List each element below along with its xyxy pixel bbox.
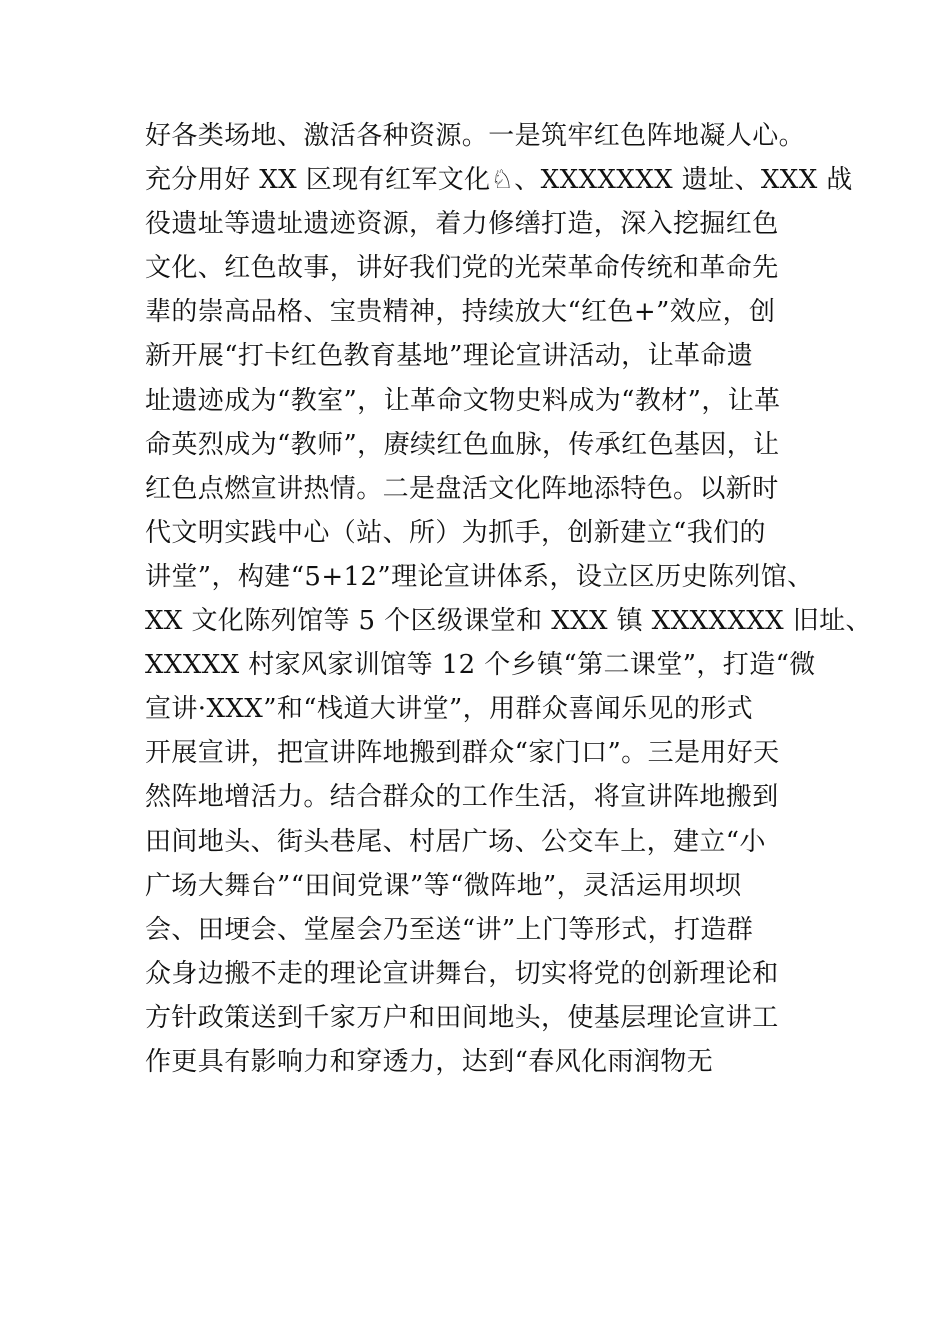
- text-line: XX 文化陈列馆等 5 个区级课堂和 XXX 镇 XXXXXXX 旧址、: [145, 606, 872, 637]
- text-line: 然阵地增活力。结合群众的工作生活，将宣讲阵地搬到: [145, 782, 779, 813]
- text-line: 会、田埂会、堂屋会乃至送“讲”上门等形式，打造群: [145, 914, 754, 945]
- text-line: 命英烈成为“教师”，赓续红色血脉，传承红色基因，让: [145, 429, 780, 460]
- text-line: 方针政策送到千家万户和田间地头，使基层理论宣讲工: [145, 1002, 779, 1033]
- text-line: 众身边搬不走的理论宣讲舞台，切实将党的创新理论和: [145, 958, 779, 989]
- text-line: 址遗迹成为“教室”，让革命文物史料成为“教材”，让革: [145, 385, 781, 416]
- text-line: 开展宣讲，把宣讲阵地搬到群众“家门口”。三是用好天: [145, 738, 780, 769]
- body-text: [145, 114, 872, 1084]
- text-line: XXXXX 村家风家训馆等 12 个乡镇“第二课堂”，打造“微: [145, 650, 816, 681]
- text-line: 役遗址等遗址遗迹资源，着力修缮打造，深入挖掘红色: [145, 209, 779, 240]
- text-line: 充分用好 XX 区现有红军文化♘、XXXXXXX 遗址、XXX 战: [145, 165, 853, 196]
- text-line: 红色点燃宣讲热情。二是盘活文化阵地添特色。以新时: [145, 473, 779, 504]
- text-line: 代文明实践中心（站、所）为抓手，创新建立“我们的: [145, 517, 766, 548]
- text-line: 宣讲·XXX”和“栈道大讲堂”，用群众喜闻乐见的形式: [145, 694, 754, 725]
- text-line: 文化、红色故事，讲好我们党的光荣革命传统和革命先: [145, 253, 779, 284]
- text-line: 好各类场地、激活各种资源。一是筑牢红色阵地凝人心。: [145, 121, 806, 151]
- text-line: 讲堂”，构建“5+12”理论宣讲体系，设立区历史陈列馆、: [145, 561, 814, 592]
- text-line: 田间地头、街头巷尾、村居广场、公交车上，建立“小: [145, 826, 766, 857]
- text-line: 广场大舞台”“田间党课”等“微阵地”，灵活运用坝坝: [145, 870, 742, 901]
- text-line: 辈的崇高品格、宝贵精神，持续放大“红色+”效应，创: [145, 297, 776, 328]
- text-line: 作更具有影响力和穿透力，达到“春风化雨润物无: [145, 1046, 714, 1077]
- text-line: 新开展“打卡红色教育基地”理论宣讲活动，让革命遗: [145, 341, 754, 372]
